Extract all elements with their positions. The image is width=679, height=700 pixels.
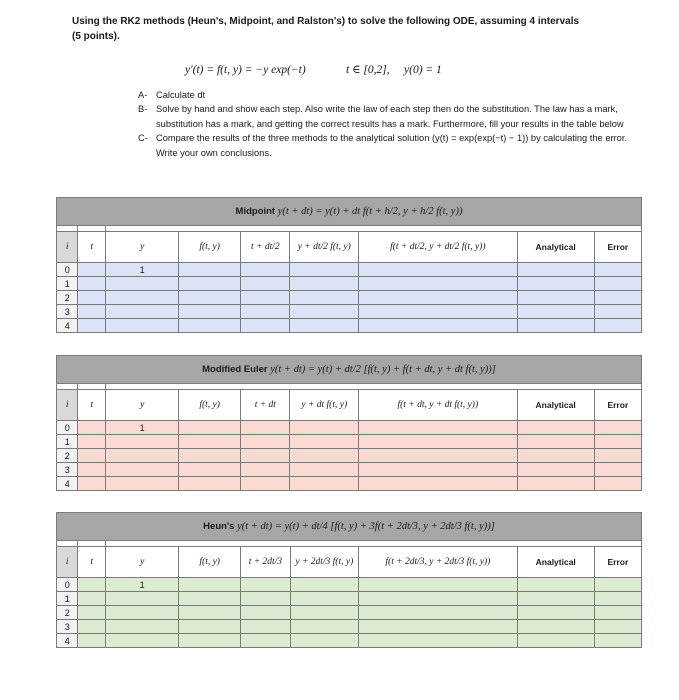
heun-header-row <box>57 547 642 578</box>
col-header-analytical: Analytical <box>517 390 594 421</box>
y-2dt3-cell[interactable] <box>290 592 359 606</box>
y-cell[interactable] <box>106 620 179 634</box>
col-header-y: y <box>106 390 179 421</box>
error-cell[interactable] <box>594 578 641 592</box>
row-index: 3 <box>57 463 78 477</box>
t-dt-cell[interactable] <box>241 421 290 435</box>
ode-initial-condition: y(0) = 1 <box>404 64 442 76</box>
col-header-t-half: t + dt/2 <box>241 232 290 263</box>
row-index: 3 <box>57 305 78 319</box>
row-index: 1 <box>57 435 78 449</box>
col-header-t: t <box>78 390 106 421</box>
task-letter: B- <box>138 104 148 115</box>
col-header-error: Error <box>594 547 641 578</box>
task-text: Calculate dt <box>156 90 206 100</box>
t-cell[interactable] <box>78 477 106 491</box>
error-cell[interactable] <box>594 305 641 319</box>
t-cell[interactable] <box>78 435 106 449</box>
table-row <box>57 592 642 606</box>
method-formula: y(t + dt) = y(t) + dt f(t + h/2, y + h/2 f(t, y)) <box>277 206 463 217</box>
t-cell[interactable] <box>78 263 106 277</box>
method-label: Heun's <box>203 521 235 532</box>
f-cell[interactable] <box>179 477 241 491</box>
t-cell[interactable] <box>78 319 106 333</box>
t-dt-cell[interactable] <box>241 477 290 491</box>
row-index: 2 <box>57 291 78 305</box>
method-formula: y(t + dt) = y(t) + dt/4 [f(t, y) + 3f(t + 2dt/3, y + 2dt/3 f(t, y))] <box>237 521 495 532</box>
f-dt-cell[interactable] <box>359 463 518 477</box>
analytical-cell[interactable] <box>517 477 594 491</box>
t-cell[interactable] <box>78 291 106 305</box>
y-dt-cell[interactable] <box>290 421 359 435</box>
y-cell[interactable] <box>106 305 179 319</box>
task-letter: C- <box>138 133 148 144</box>
error-cell[interactable] <box>594 291 641 305</box>
y-dt-cell[interactable] <box>290 477 359 491</box>
analytical-cell[interactable] <box>517 421 594 435</box>
midpoint-table <box>56 197 642 333</box>
y-2dt3-cell[interactable] <box>290 578 359 592</box>
analytical-cell[interactable] <box>517 435 594 449</box>
error-cell[interactable] <box>594 477 641 491</box>
analytical-cell[interactable] <box>517 578 594 592</box>
t-half-cell[interactable] <box>241 291 290 305</box>
task-list <box>138 88 638 160</box>
method-formula: y(t + dt) = y(t) + dt/2 [f(t, y) + f(t + dt, y + dt f(t, y))] <box>270 364 496 375</box>
error-cell[interactable] <box>594 263 641 277</box>
y-dt-cell[interactable] <box>290 435 359 449</box>
t-dt-cell[interactable] <box>241 435 290 449</box>
problem-line-1: Using the RK2 methods (Heun's, Midpoint, and Ralston's) to solve the following ODE, assuming 4 intervals <box>72 16 580 27</box>
t-cell[interactable] <box>78 449 106 463</box>
y-half-cell[interactable] <box>290 319 359 333</box>
f-cell[interactable] <box>179 291 241 305</box>
row-index: 0 <box>57 421 78 435</box>
analytical-cell[interactable] <box>517 620 594 634</box>
col-header-t: t <box>78 232 106 263</box>
analytical-cell[interactable] <box>517 606 594 620</box>
col-header-f-2dt3: f(t + 2dt/3, y + 2dt/3 f(t, y)) <box>359 547 518 578</box>
table-row <box>57 277 642 291</box>
col-header-f-half: f(t + dt/2, y + dt/2 f(t, y)) <box>359 232 518 263</box>
y-cell[interactable] <box>106 592 179 606</box>
row-index: 4 <box>57 634 78 648</box>
method-label: Modified Euler <box>202 364 268 375</box>
col-header-i: i <box>57 390 78 421</box>
row-index: 4 <box>57 477 78 491</box>
y-cell[interactable]: 1 <box>106 421 179 435</box>
error-cell[interactable] <box>594 606 641 620</box>
t-cell[interactable] <box>78 463 106 477</box>
col-header-f: f(t, y) <box>179 232 241 263</box>
heun-title <box>57 513 642 541</box>
error-cell[interactable] <box>594 634 641 648</box>
t-2dt3-cell[interactable] <box>241 634 290 648</box>
task-text: Compare the results of the three methods to the analytical solution (y(t) = exp(exp(−t) − 1)) by calculating the error. Write your own conclusions. <box>156 133 628 158</box>
y-cell[interactable] <box>106 319 179 333</box>
y-cell[interactable] <box>106 634 179 648</box>
y-2dt3-cell[interactable] <box>290 620 359 634</box>
heun-table <box>56 512 642 648</box>
f-half-cell[interactable] <box>359 277 518 291</box>
f-2dt3-cell[interactable] <box>359 634 518 648</box>
ode-definition <box>185 62 442 76</box>
t-2dt3-cell[interactable] <box>241 592 290 606</box>
f-cell[interactable] <box>179 463 241 477</box>
col-header-y: y <box>106 232 179 263</box>
f-cell[interactable] <box>179 606 241 620</box>
f-cell[interactable] <box>179 449 241 463</box>
f-2dt3-cell[interactable] <box>359 620 518 634</box>
f-half-cell[interactable] <box>359 305 518 319</box>
f-cell[interactable] <box>179 277 241 291</box>
f-cell[interactable] <box>179 305 241 319</box>
error-cell[interactable] <box>594 620 641 634</box>
error-cell[interactable] <box>594 319 641 333</box>
modified-euler-title <box>57 356 642 384</box>
table-row <box>57 305 642 319</box>
t-2dt3-cell[interactable] <box>241 578 290 592</box>
row-index: 4 <box>57 319 78 333</box>
t-cell[interactable] <box>78 305 106 319</box>
table-row <box>57 319 642 333</box>
col-header-error: Error <box>594 232 641 263</box>
y-cell[interactable]: 1 <box>106 578 179 592</box>
f-dt-cell[interactable] <box>359 477 518 491</box>
task-item-b <box>138 102 638 131</box>
t-cell[interactable] <box>78 592 106 606</box>
f-half-cell[interactable] <box>359 263 518 277</box>
y-dt-cell[interactable] <box>290 449 359 463</box>
f-cell[interactable] <box>179 620 241 634</box>
ode-equation: y′(t) = f(t, y) = −y exp(−t) <box>185 64 306 76</box>
f-cell[interactable] <box>179 319 241 333</box>
t-dt-cell[interactable] <box>241 463 290 477</box>
table-row <box>57 620 642 634</box>
col-header-i: i <box>57 232 78 263</box>
f-cell[interactable] <box>179 634 241 648</box>
f-cell[interactable] <box>179 435 241 449</box>
error-cell[interactable] <box>594 277 641 291</box>
row-index: 0 <box>57 263 78 277</box>
ode-domain: t ∈ [0,2], <box>345 64 390 76</box>
error-cell[interactable] <box>594 592 641 606</box>
t-cell[interactable] <box>78 421 106 435</box>
analytical-cell[interactable] <box>517 291 594 305</box>
y-cell[interactable] <box>106 477 179 491</box>
error-cell[interactable] <box>594 449 641 463</box>
f-cell[interactable] <box>179 263 241 277</box>
problem-line-2: (5 points). <box>72 31 120 42</box>
t-cell[interactable] <box>78 620 106 634</box>
y-half-cell[interactable] <box>290 263 359 277</box>
table-row <box>57 263 642 277</box>
col-header-f-dt: f(t + dt, y + dt f(t, y)) <box>359 390 518 421</box>
f-dt-cell[interactable] <box>359 435 518 449</box>
row-index: 3 <box>57 620 78 634</box>
y-dt-cell[interactable] <box>290 463 359 477</box>
row-index: 0 <box>57 578 78 592</box>
error-cell[interactable] <box>594 421 641 435</box>
table-row <box>57 634 642 648</box>
t-cell[interactable] <box>78 578 106 592</box>
y-cell[interactable] <box>106 449 179 463</box>
midpoint-title <box>57 198 642 226</box>
y-cell[interactable] <box>106 277 179 291</box>
col-header-t: t <box>78 547 106 578</box>
table-row <box>57 291 642 305</box>
f-cell[interactable] <box>179 421 241 435</box>
t-dt-cell[interactable] <box>241 449 290 463</box>
task-item-c <box>138 131 638 160</box>
t-cell[interactable] <box>78 606 106 620</box>
col-header-y: y <box>106 547 179 578</box>
f-dt-cell[interactable] <box>359 421 518 435</box>
col-header-y-2dt3: y + 2dt/3 f(t, y) <box>290 547 359 578</box>
row-index: 2 <box>57 449 78 463</box>
t-half-cell[interactable] <box>241 263 290 277</box>
analytical-cell[interactable] <box>517 277 594 291</box>
f-cell[interactable] <box>179 578 241 592</box>
error-cell[interactable] <box>594 463 641 477</box>
midpoint-header-row <box>57 232 642 263</box>
t-cell[interactable] <box>78 634 106 648</box>
y-cell[interactable] <box>106 606 179 620</box>
f-dt-cell[interactable] <box>359 449 518 463</box>
analytical-cell[interactable] <box>517 305 594 319</box>
col-header-i: i <box>57 547 78 578</box>
y-half-cell[interactable] <box>290 277 359 291</box>
col-header-t-2dt3: t + 2dt/3 <box>241 547 290 578</box>
analytical-cell[interactable] <box>517 263 594 277</box>
analytical-cell[interactable] <box>517 592 594 606</box>
y-2dt3-cell[interactable] <box>290 634 359 648</box>
y-cell[interactable] <box>106 463 179 477</box>
table-row <box>57 421 642 435</box>
col-header-f: f(t, y) <box>179 390 241 421</box>
row-index: 2 <box>57 606 78 620</box>
y-2dt3-cell[interactable] <box>290 606 359 620</box>
col-header-error: Error <box>594 390 641 421</box>
modified-euler-header-row <box>57 390 642 421</box>
modified-euler-table <box>56 355 642 491</box>
table-row <box>57 477 642 491</box>
y-cell[interactable]: 1 <box>106 263 179 277</box>
col-header-f: f(t, y) <box>179 547 241 578</box>
y-half-cell[interactable] <box>290 305 359 319</box>
task-letter: A- <box>138 90 148 100</box>
y-cell[interactable] <box>106 435 179 449</box>
f-2dt3-cell[interactable] <box>359 578 518 592</box>
row-index: 1 <box>57 592 78 606</box>
col-header-y-dt: y + dt f(t, y) <box>290 390 359 421</box>
t-cell[interactable] <box>78 277 106 291</box>
f-cell[interactable] <box>179 592 241 606</box>
table-row <box>57 606 642 620</box>
y-cell[interactable] <box>106 291 179 305</box>
t-half-cell[interactable] <box>241 277 290 291</box>
f-2dt3-cell[interactable] <box>359 606 518 620</box>
col-header-analytical: Analytical <box>517 232 594 263</box>
t-2dt3-cell[interactable] <box>241 606 290 620</box>
col-header-y-half: y + dt/2 f(t, y) <box>290 232 359 263</box>
t-2dt3-cell[interactable] <box>241 620 290 634</box>
table-row <box>57 578 642 592</box>
row-index: 1 <box>57 277 78 291</box>
problem-statement <box>72 14 642 44</box>
error-cell[interactable] <box>594 435 641 449</box>
analytical-cell[interactable] <box>517 634 594 648</box>
analytical-cell[interactable] <box>517 449 594 463</box>
analytical-cell[interactable] <box>517 319 594 333</box>
f-2dt3-cell[interactable] <box>359 592 518 606</box>
analytical-cell[interactable] <box>517 463 594 477</box>
t-half-cell[interactable] <box>241 305 290 319</box>
t-half-cell[interactable] <box>241 319 290 333</box>
y-half-cell[interactable] <box>290 291 359 305</box>
task-text: Solve by hand and show each step. Also write the law of each step then do the substitution. The law has a mark, substitution has a mark, and getting the correct results has a mark. Furthermore, fill your results in the table below <box>156 104 624 129</box>
f-half-cell[interactable] <box>359 291 518 305</box>
table-row <box>57 435 642 449</box>
table-row <box>57 449 642 463</box>
col-header-analytical: Analytical <box>517 547 594 578</box>
table-row <box>57 463 642 477</box>
col-header-t-dt: t + dt <box>241 390 290 421</box>
method-label: Midpoint <box>235 206 276 217</box>
task-item-a <box>138 88 638 102</box>
f-half-cell[interactable] <box>359 319 518 333</box>
